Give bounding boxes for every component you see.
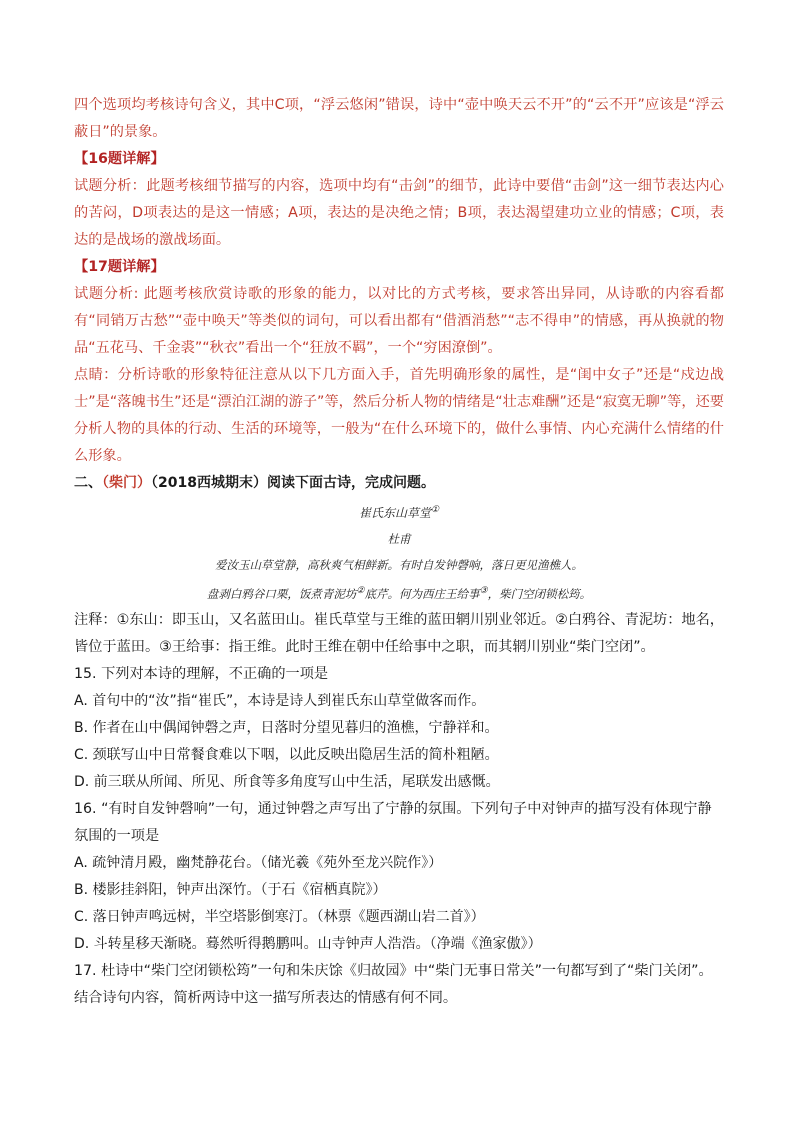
analysis-17-heading: 【17题详解】 [74, 259, 165, 275]
poem-title-text: 崔氏东山草堂 [358, 506, 431, 520]
question-15-option-c: C. 颈联写山中日常餐食难以下咽，以此反映出隐居生活的简朴粗陋。 [74, 746, 499, 763]
question-16-option-a: A. 疏钟清月殿，幽梵静花台。（储光羲《苑外至龙兴院作》） [74, 854, 443, 871]
poem-note-mark-3: ③ [479, 586, 488, 596]
question-16-option-b: B. 楼影挂斜阳，钟声出深竹。（于石《宿栖真院》） [74, 881, 387, 898]
poem-author: 杜甫 [387, 532, 411, 546]
poem-note-mark-2: ② [356, 586, 365, 596]
poem-line-2-part-a: 盘剥白鸦谷口栗，饭煮青泥坊 [206, 586, 357, 601]
analysis-16-text: 试题分析：此题考核细节描写的内容，选项中均有“击剑”的细节，此诗中要借“击剑”这一细节表达内心的苦闷，D项表达的是这一情感；A项，表达的是决绝之情；B项，表达渴望建功立业的情感；C项，表达的是战场的激战场面。 [74, 178, 724, 248]
poem-line-2 [74, 578, 724, 607]
analysis-16-heading: 【16题详解】 [74, 151, 165, 167]
poem-title-note-mark: ① [430, 505, 440, 515]
question-16-option-c: C. 落日钟声鸣远树，半空塔影倒寒汀。（林票《题西湖山岩二首》） [74, 908, 485, 925]
poem-line-1: 爱汝玉山草堂静，高秋爽气相鲜新。有时自发钟磬响，落日更见渔樵人。 [215, 558, 583, 572]
analysis-17-tip: 点睛：分析诗歌的形象特征注意从以下几方面入手，首先明确形象的属性，是“闺中女子”还是“戍边战士”是“落魄书生”还是“漂泊江湖的游子”等，然后分析人物的情绪是“壮志难酬”还是“寂寞无聊”等，还要分析人物的具体的行动、生活的环境等，一般为“在什么环境下的，做什么事情、内心充满什么情绪的什么形象。 [74, 367, 724, 464]
question-16-option-d: D. 斗转星移天渐晓。蓦然听得鹅鹏叫。山寺钟声人浩浩。（净端《渔家傲》） [74, 935, 542, 952]
section-2-instruction: （2018西城期末）阅读下面古诗，完成问题。 [151, 475, 435, 491]
analysis-17-text: 试题分析: 此题考核欣赏诗歌的形象的能力，以对比的方式考核，要求答出异同，从诗歌的内容看都有“同销万古愁”“壶中唤天”等类似的词句，可以看出都有“借酒消愁”“志不得申”的情感，再从换就的物品“五花马、千金裘”“秋衣”看出一个“狂放不羁”，一个“穷困潦倒”。 [74, 286, 724, 356]
question-15-option-b: B. 作者在山中偶闻钟磬之声，日落时分望见暮归的渔樵，宁静祥和。 [74, 719, 499, 736]
question-16-stem: 16. “有时自发钟磬响”一句，通过钟磬之声写出了宁静的氛围。下列句子中对钟声的描写没有体现宁静氛围的一项是 [74, 800, 712, 844]
section-2-title [74, 470, 724, 497]
question-15-stem: 15. 下列对本诗的理解，不正确的一项是 [74, 665, 329, 682]
question-17-stem: 17. 杜诗中“柴门空闭锁松筠”一句和朱庆馀《归故园》中“柴门无事日常关”一句都写到了“柴门关闭”。结合诗句内容，简析两诗中这一描写所表达的情感有何不同。 [74, 962, 713, 1006]
question-15-option-d: D. 前三联从所闻、所见、所食等多角度写山中生活，尾联发出感慨。 [74, 773, 500, 790]
poem-notes: 注释：①东山：即玉山，又名蓝田山。崔氏草堂与王维的蓝田辋川别业邻近。②白鸦谷、青泥坊：地名，皆位于蓝田。③王给事：指王维。此时王维在朝中任给事中之职，而其辋川别业“柴门空闭”。 [74, 611, 724, 655]
poem-line-2-part-c: ，柴门空闭锁松筠。 [487, 586, 592, 601]
question-15-option-a: A. 首句中的“汝”指“崔氏”，本诗是诗人到崔氏东山草堂做客而作。 [74, 692, 486, 709]
poem-line-2-part-b: 底芹。何为西庄王给事 [364, 586, 480, 601]
analysis-15-continuation: 四个选项均考核诗句含义，其中C项，“浮云悠闲”错误，诗中“壶中唤天云不开”的“云不开”应该是“浮云蔽日”的景象。 [74, 97, 724, 140]
document-content [74, 92, 724, 1012]
section-2-source: （柴门） [102, 475, 151, 491]
section-2-prefix: 二、 [74, 475, 102, 491]
poem-title [74, 497, 724, 526]
